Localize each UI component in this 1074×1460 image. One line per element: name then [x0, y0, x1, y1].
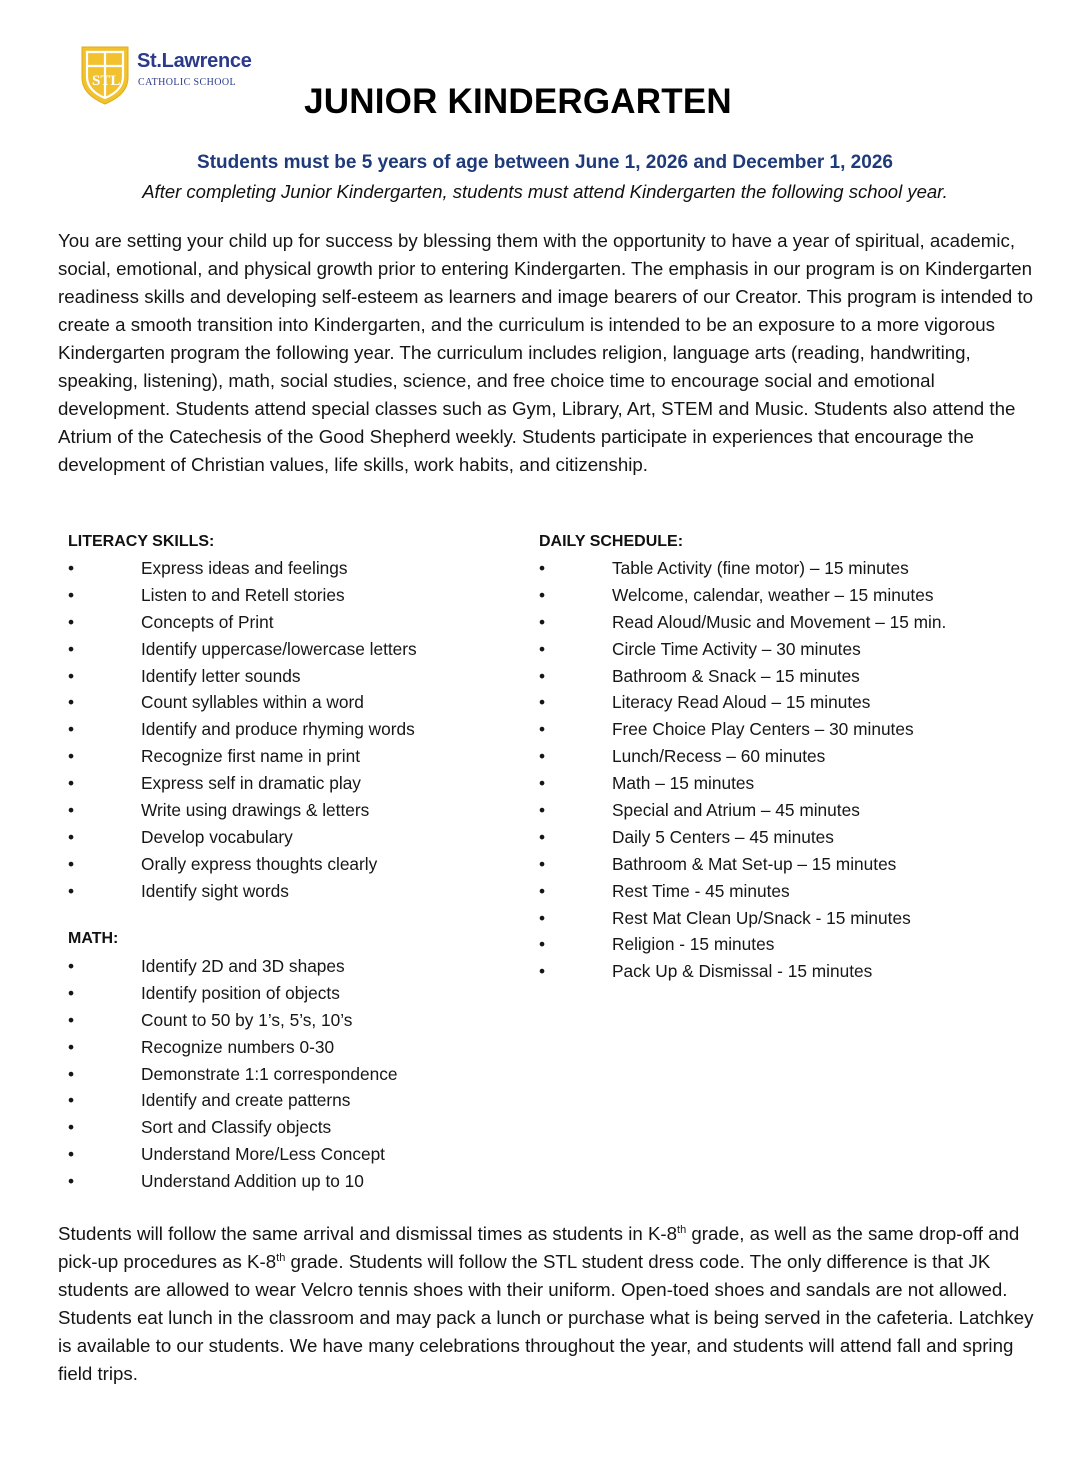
- literacy-item-text: Concepts of Print: [141, 611, 274, 632]
- literacy-item-text: Develop vocabulary: [141, 826, 293, 847]
- math-list-item: [68, 1061, 508, 1088]
- bullet-icon: •: [539, 773, 546, 794]
- math-item-text: Demonstrate 1:1 correspondence: [141, 1063, 398, 1084]
- math-list: [68, 953, 508, 1195]
- schedule-item-text: Bathroom & Mat Set-up – 15 minutes: [612, 853, 897, 874]
- literacy-list-item: [68, 609, 508, 636]
- schedule-item-text: Pack Up & Dismissal - 15 minutes: [612, 961, 873, 982]
- literacy-list-item: [68, 851, 508, 878]
- bullet-icon: •: [68, 611, 75, 632]
- bullet-icon: •: [539, 880, 546, 901]
- bullet-icon: •: [68, 1117, 75, 1138]
- closing-text-3: grade. Students will follow the STL student dress code. The only difference is that JK students are allowed to wear Velcro tennis shoes with their uniform. Open-toed shoes and sandals are not allowed. Students eat lunch in the classroom and may pack a lunch or purchase what is being served in the cafeteria. Latchkey is available to our students. We have many celebrations throughout the year, and students will attend fall and spring field trips.: [58, 1251, 1034, 1384]
- bullet-icon: •: [68, 719, 75, 740]
- bullet-icon: •: [539, 719, 546, 740]
- math-list-item: [68, 980, 508, 1007]
- schedule-list-item: [539, 609, 1019, 636]
- schedule-item-text: Lunch/Recess – 60 minutes: [612, 746, 826, 767]
- page-title: JUNIOR KINDERGARTEN: [304, 82, 732, 121]
- bullet-icon: •: [68, 1144, 75, 1165]
- bullet-icon: •: [539, 638, 546, 659]
- math-item-text: Sort and Classify objects: [141, 1117, 332, 1138]
- literacy-list: [68, 555, 508, 905]
- math-item-text: Identify 2D and 3D shapes: [141, 956, 345, 976]
- schedule-list-item: [539, 663, 1019, 690]
- schedule-list-item: [539, 958, 1019, 985]
- bullet-icon: •: [68, 800, 75, 821]
- closing-sup-1: th: [677, 1224, 687, 1236]
- schedule-item-text: Rest Time - 45 minutes: [612, 880, 790, 901]
- bullet-icon: •: [68, 956, 75, 976]
- bullet-icon: •: [539, 961, 546, 982]
- shield-letters: STL: [92, 73, 121, 89]
- bullet-icon: •: [68, 1090, 75, 1111]
- math-item-text: Recognize numbers 0-30: [141, 1036, 335, 1057]
- schedule-list-item: [539, 931, 1019, 958]
- literacy-item-text: Orally express thoughts clearly: [141, 853, 378, 874]
- schedule-item-text: Welcome, calendar, weather – 15 minutes: [612, 584, 934, 605]
- math-item-text: Understand Addition up to 10: [141, 1171, 364, 1192]
- schedule-list-item: [539, 851, 1019, 878]
- bullet-icon: •: [68, 584, 75, 605]
- math-list-item: [68, 1087, 508, 1114]
- schedule-item-text: Religion - 15 minutes: [612, 934, 775, 955]
- literacy-list-item: [68, 555, 508, 582]
- literacy-heading: LITERACY SKILLS:: [68, 533, 215, 550]
- age-requirement: Students must be 5 years of age between June 1, 2026 and December 1, 2026: [197, 152, 893, 173]
- bullet-icon: •: [68, 880, 75, 901]
- math-item-text: Understand More/Less Concept: [141, 1144, 385, 1165]
- schedule-heading: DAILY SCHEDULE:: [539, 533, 684, 550]
- bullet-icon: •: [539, 746, 546, 767]
- bullet-icon: •: [539, 611, 546, 632]
- literacy-item-text: Express ideas and feelings: [141, 558, 348, 578]
- literacy-item-text: Identify letter sounds: [141, 665, 301, 686]
- schedule-list-item: [539, 716, 1019, 743]
- closing-sup-2: th: [276, 1252, 286, 1264]
- bullet-icon: •: [68, 1171, 75, 1192]
- literacy-item-text: Identify sight words: [141, 880, 289, 901]
- literacy-list-item: [68, 797, 508, 824]
- bullet-icon: •: [68, 692, 75, 713]
- schedule-item-text: Math – 15 minutes: [612, 773, 755, 794]
- literacy-item-text: Identify uppercase/lowercase letters: [141, 638, 417, 659]
- after-completion-note: After completing Junior Kindergarten, students must attend Kindergarten the following school year.: [142, 181, 948, 202]
- schedule-list-item: [539, 797, 1019, 824]
- math-item-text: Identify position of objects: [141, 982, 340, 1003]
- literacy-item-text: Write using drawings & letters: [141, 800, 370, 821]
- math-list-item: [68, 1114, 508, 1141]
- schedule-list-item: [539, 878, 1019, 905]
- literacy-list-item: [68, 824, 508, 851]
- math-list-item: [68, 953, 508, 980]
- schedule-list-item: [539, 582, 1019, 609]
- bullet-icon: •: [68, 1009, 75, 1030]
- bullet-icon: •: [68, 826, 75, 847]
- closing-paragraph: [58, 1220, 1043, 1388]
- literacy-list-item: [68, 878, 508, 905]
- bullet-icon: •: [68, 982, 75, 1003]
- bullet-icon: •: [539, 665, 546, 686]
- schedule-item-text: Circle Time Activity – 30 minutes: [612, 638, 861, 659]
- literacy-list-item: [68, 716, 508, 743]
- math-item-text: Identify and create patterns: [141, 1090, 351, 1111]
- bullet-icon: •: [68, 1063, 75, 1084]
- schedule-list-item: [539, 743, 1019, 770]
- bullet-icon: •: [539, 692, 546, 713]
- bullet-icon: •: [539, 584, 546, 605]
- literacy-item-text: Recognize first name in print: [141, 746, 360, 767]
- literacy-list-item: [68, 743, 508, 770]
- logo-school-subtitle: CATHOLIC SCHOOL: [138, 77, 236, 88]
- bullet-icon: •: [68, 558, 75, 578]
- schedule-item-text: Literacy Read Aloud – 15 minutes: [612, 692, 871, 713]
- schedule-list: [539, 555, 1019, 985]
- closing-text-2: grade, as well as the same drop-off and pick-up procedures as K-8: [58, 1223, 1020, 1272]
- schedule-item-text: Read Aloud/Music and Movement – 15 min.: [612, 611, 947, 632]
- math-list-item: [68, 1141, 508, 1168]
- schedule-list-item: [539, 770, 1019, 797]
- schedule-item-text: Daily 5 Centers – 45 minutes: [612, 826, 834, 847]
- literacy-item-text: Count syllables within a word: [141, 692, 364, 713]
- bullet-icon: •: [68, 853, 75, 874]
- bullet-icon: •: [68, 638, 75, 659]
- schedule-list-item: [539, 636, 1019, 663]
- literacy-list-item: [68, 689, 508, 716]
- schedule-item-text: Table Activity (fine motor) – 15 minutes: [612, 558, 909, 578]
- literacy-list-item: [68, 582, 508, 609]
- bullet-icon: •: [539, 934, 546, 955]
- closing-text-1: Students will follow the same arrival and dismissal times as students in K-8: [58, 1223, 678, 1244]
- intro-paragraph: You are setting your child up for success by blessing them with the opportunity to have a year of spiritual, academic, social, emotional, and physical growth prior to entering Kindergarten. The emphasis in our program is on Kindergarten readiness skills and developing self-esteem as learners and image bearers of our Creator. This program is intended to create a smooth transition into Kindergarten, and the curriculum is intended to be an exposure to a more vigorous Kindergarten program the following year. The curriculum includes religion, language arts (reading, handwriting, speaking, listening), math, social studies, science, and free choice time to encourage social and emotional development. Students attend special classes such as Gym, Library, Art, STEM and Music. Students also attend the Atrium of the Catechesis of the Good Shepherd weekly. Students participate in experiences that encourage the development of Christian values, life skills, work habits, and citizenship.: [58, 230, 1034, 475]
- math-list-item: [68, 1168, 508, 1195]
- literacy-list-item: [68, 636, 508, 663]
- literacy-list-item: [68, 663, 508, 690]
- literacy-item-text: Express self in dramatic play: [141, 773, 361, 794]
- schedule-item-text: Bathroom & Snack – 15 minutes: [612, 665, 860, 686]
- schedule-list-item: [539, 555, 1019, 582]
- math-list-item: [68, 1034, 508, 1061]
- schedule-list-item: [539, 905, 1019, 932]
- literacy-item-text: Listen to and Retell stories: [141, 584, 345, 605]
- bullet-icon: •: [68, 665, 75, 686]
- schedule-list-item: [539, 689, 1019, 716]
- schedule-item-text: Free Choice Play Centers – 30 minutes: [612, 719, 914, 740]
- math-item-text: Count to 50 by 1’s, 5’s, 10’s: [141, 1009, 353, 1030]
- schedule-item-text: Rest Mat Clean Up/Snack - 15 minutes: [612, 907, 911, 928]
- schedule-list-item: [539, 824, 1019, 851]
- bullet-icon: •: [539, 800, 546, 821]
- literacy-item-text: Identify and produce rhyming words: [141, 719, 415, 740]
- bullet-icon: •: [539, 907, 546, 928]
- bullet-icon: •: [539, 558, 546, 578]
- bullet-icon: •: [68, 1036, 75, 1057]
- bullet-icon: •: [539, 826, 546, 847]
- bullet-icon: •: [68, 746, 75, 767]
- math-list-item: [68, 1007, 508, 1034]
- bullet-icon: •: [539, 853, 546, 874]
- logo-school-name: St.Lawrence: [137, 50, 252, 72]
- schedule-item-text: Special and Atrium – 45 minutes: [612, 800, 860, 821]
- bullet-icon: •: [68, 773, 75, 794]
- math-heading: MATH:: [68, 930, 119, 947]
- literacy-list-item: [68, 770, 508, 797]
